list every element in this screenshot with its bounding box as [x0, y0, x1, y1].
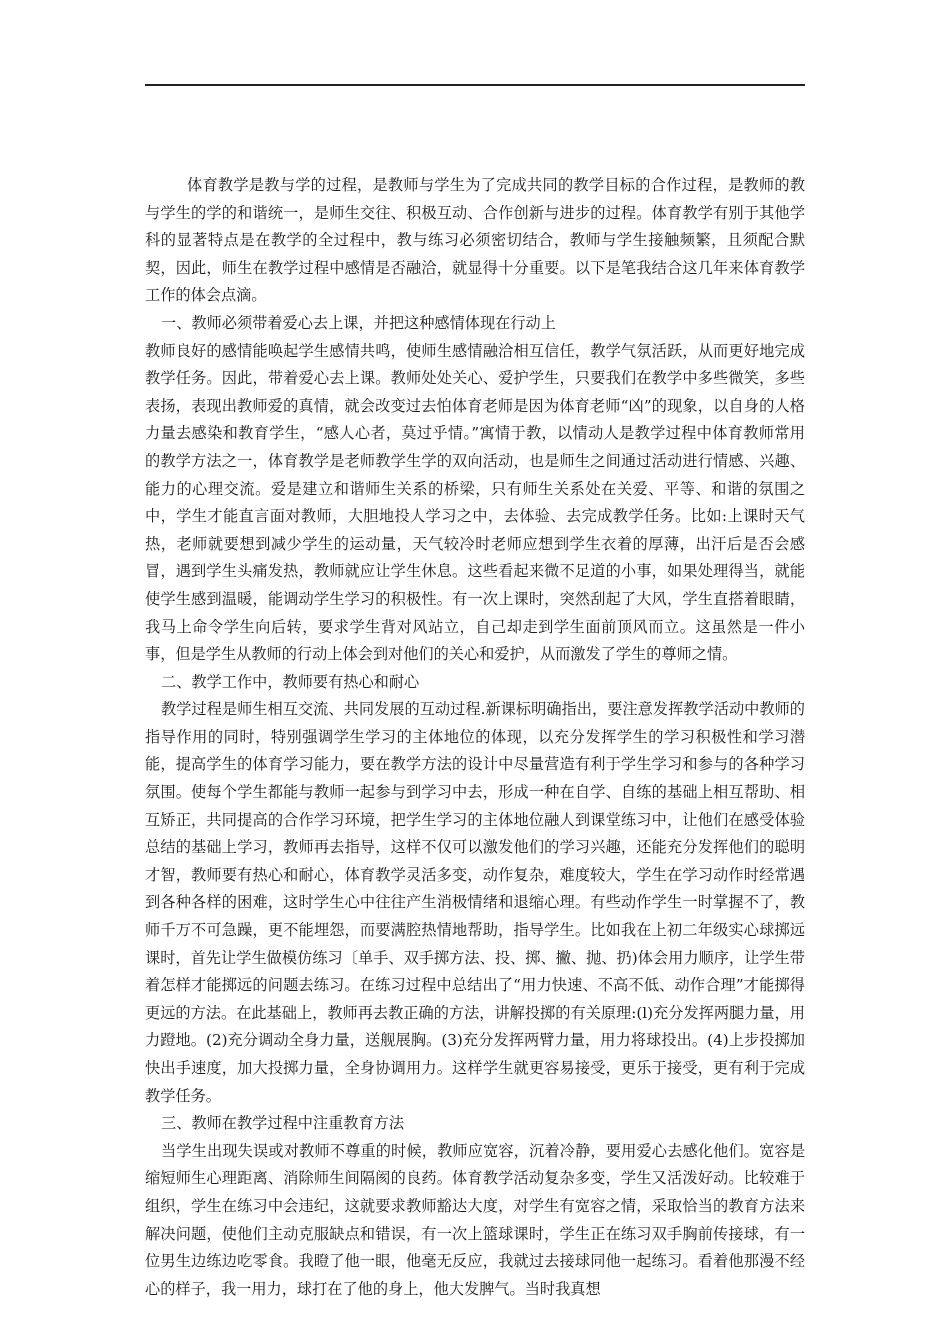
- header-rule: [145, 84, 805, 86]
- section-heading-3: 三、教师在教学过程中注重教育方法: [161, 1114, 404, 1133]
- document-body: [145, 172, 805, 1303]
- intro-paragraph: 体育教学是教与学的过程，是教师与学生为了完成共同的教学目标的合作过程，是教师的教与学生的学的和谐统一，是师生交往、积极互动、合作创新与进步的过程。体育教学有别于其他学科的显著特点是在教学的全过程中，教与练习必须密切结合，教师与学生接触频繁，且须配合默契，因此，师生在教学过程中感情是否融洽，就显得十分重要。以下是笔我结合这几年来体育教学工作的体会点滴。: [145, 176, 805, 305]
- section-3-paragraph: 当学生出现失误或对教师不尊重的时候，教师应宽容，沉着冷静，要用爱心去感化他们。宽容是缩短师生心理距离、消除师生间隔阂的良药。体育教学活动复杂多变，学生又活泼好动。比较难于组织，学生在练习中会违纪，这就要求教师豁达大度，对学生有宽容之情，采取恰当的教育方法来解决问题，使他们主动克服缺点和错误，有一次上篮球课时，学生正在练习双手胸前传接球，有一位男生边练边吃零食。我瞪了他一眼，他毫无反应，我就过去接球同他一起练习。看着他那漫不经心的样子，我一用力，球打在了他的身上，他大发脾气。当时我真想: [145, 1141, 805, 1298]
- section-1-paragraph: 教师良好的感情能唤起学生感情共鸣，使师生感情融洽相互信任，教学气氛活跃，从而更好地完成教学任务。因此，带着爱心去上课。教师处处关心、爱护学生，只要我们在教学中多些微笑，多些表扬，表现出教师爱的真情，就会改变过去怕体育老师是因为体育老师“凶”的现象，以自身的人格力量去感染和教育学生，“感人心者，莫过乎情。”寓情于教，以情动人是教学过程中体育教师常用的教学方法之一，体育教学是老师教学生学的双向活动，也是师生之间通过活动进行情感、兴趣、能力的心理交流。爱是建立和谐师生关系的桥梁，只有师生关系处在关爱、平等、和谐的氛围之中，学生才能直言面对教师，大胆地投人学习之中，去体验、去完成教学任务。比如:上课时天气热，老师就要想到减少学生的运动量，天气较冷时老师应想到学生衣着的厚薄，出汗后是否会感冒，遇到学生头痛发热，教师就应让学生休息。这些看起来微不足道的小事，如果处理得当，就能使学生感到温暖，能调动学生学习的积极性。有一次上课时，突然刮起了大风，学生直搭着眼睛，我马上命令学生向后转，要求学生背对风站立，自己却走到学生面前顶风而立。这虽然是一件小事，但是学生从教师的行动上体会到对他们的关心和爱护，从而激发了学生的尊师之情。: [145, 341, 805, 664]
- section-2-paragraph: 教学过程是师生相互交流、共同发展的互动过程.新课标明确指出，要注意发挥教学活动中教师的指导作用的同时，特别强调学生学习的主体地位的体现，以充分发挥学生的学习积极性和学习潜能，提高学生的体育学习能力，要在教学方法的设计中尽量营造有利于学生学习和参与的各种学习氛围。使每个学生都能与教师一起参与到学习中去，形成一种在自学、自练的基础上相互帮助、相互矫正，共同提高的合作学习环境，把学生学习的主体地位融人到课堂练习中，让他们在感受体验总结的基础上学习，教师再去指导，这样不仅可以激发他们的学习兴趣，还能充分发挥他们的聪明才智，教师要有热心和耐心，体育教学灵活多变，动作复杂，难度较大，学生在学习动作时经常遇到各种各样的困难，这时学生心中往往产生消极情绪和退缩心理。有些动作学生一时掌握不了，教师千万不可急躁，更不能埋怨，而要满腔热情地帮助，指导学生。比如我在上初二年级实心球掷远课时，首先让学生做模仿练习〔单手、双手掷方法、投、掷、撇、抛、扔)体会用力顺序，让学生带着怎样才能掷远的问题去练习。在练习过程中总结出了“用力快速、不高不低、动作合理”才能掷得更远的方法。在此基础上，教师再去教正确的方法，讲解投掷的有关原理:(l)充分发挥两腿力量，用力蹬地。(2)充分调动全身力量，送舰展胸。(3)充分发挥两臂力量，用力将球投出。(4)上步投掷加快出手速度，加大投掷力量，全身协调用力。这样学生就更容易接受，更乐于接受，更有利于完成教学任务。: [145, 700, 805, 1105]
- section-heading-1: 一、教师必须带着爱心去上课，并把这种感情体现在行动上: [161, 313, 556, 332]
- section-heading-2: 二、教学工作中，教师要有热心和耐心: [161, 672, 420, 691]
